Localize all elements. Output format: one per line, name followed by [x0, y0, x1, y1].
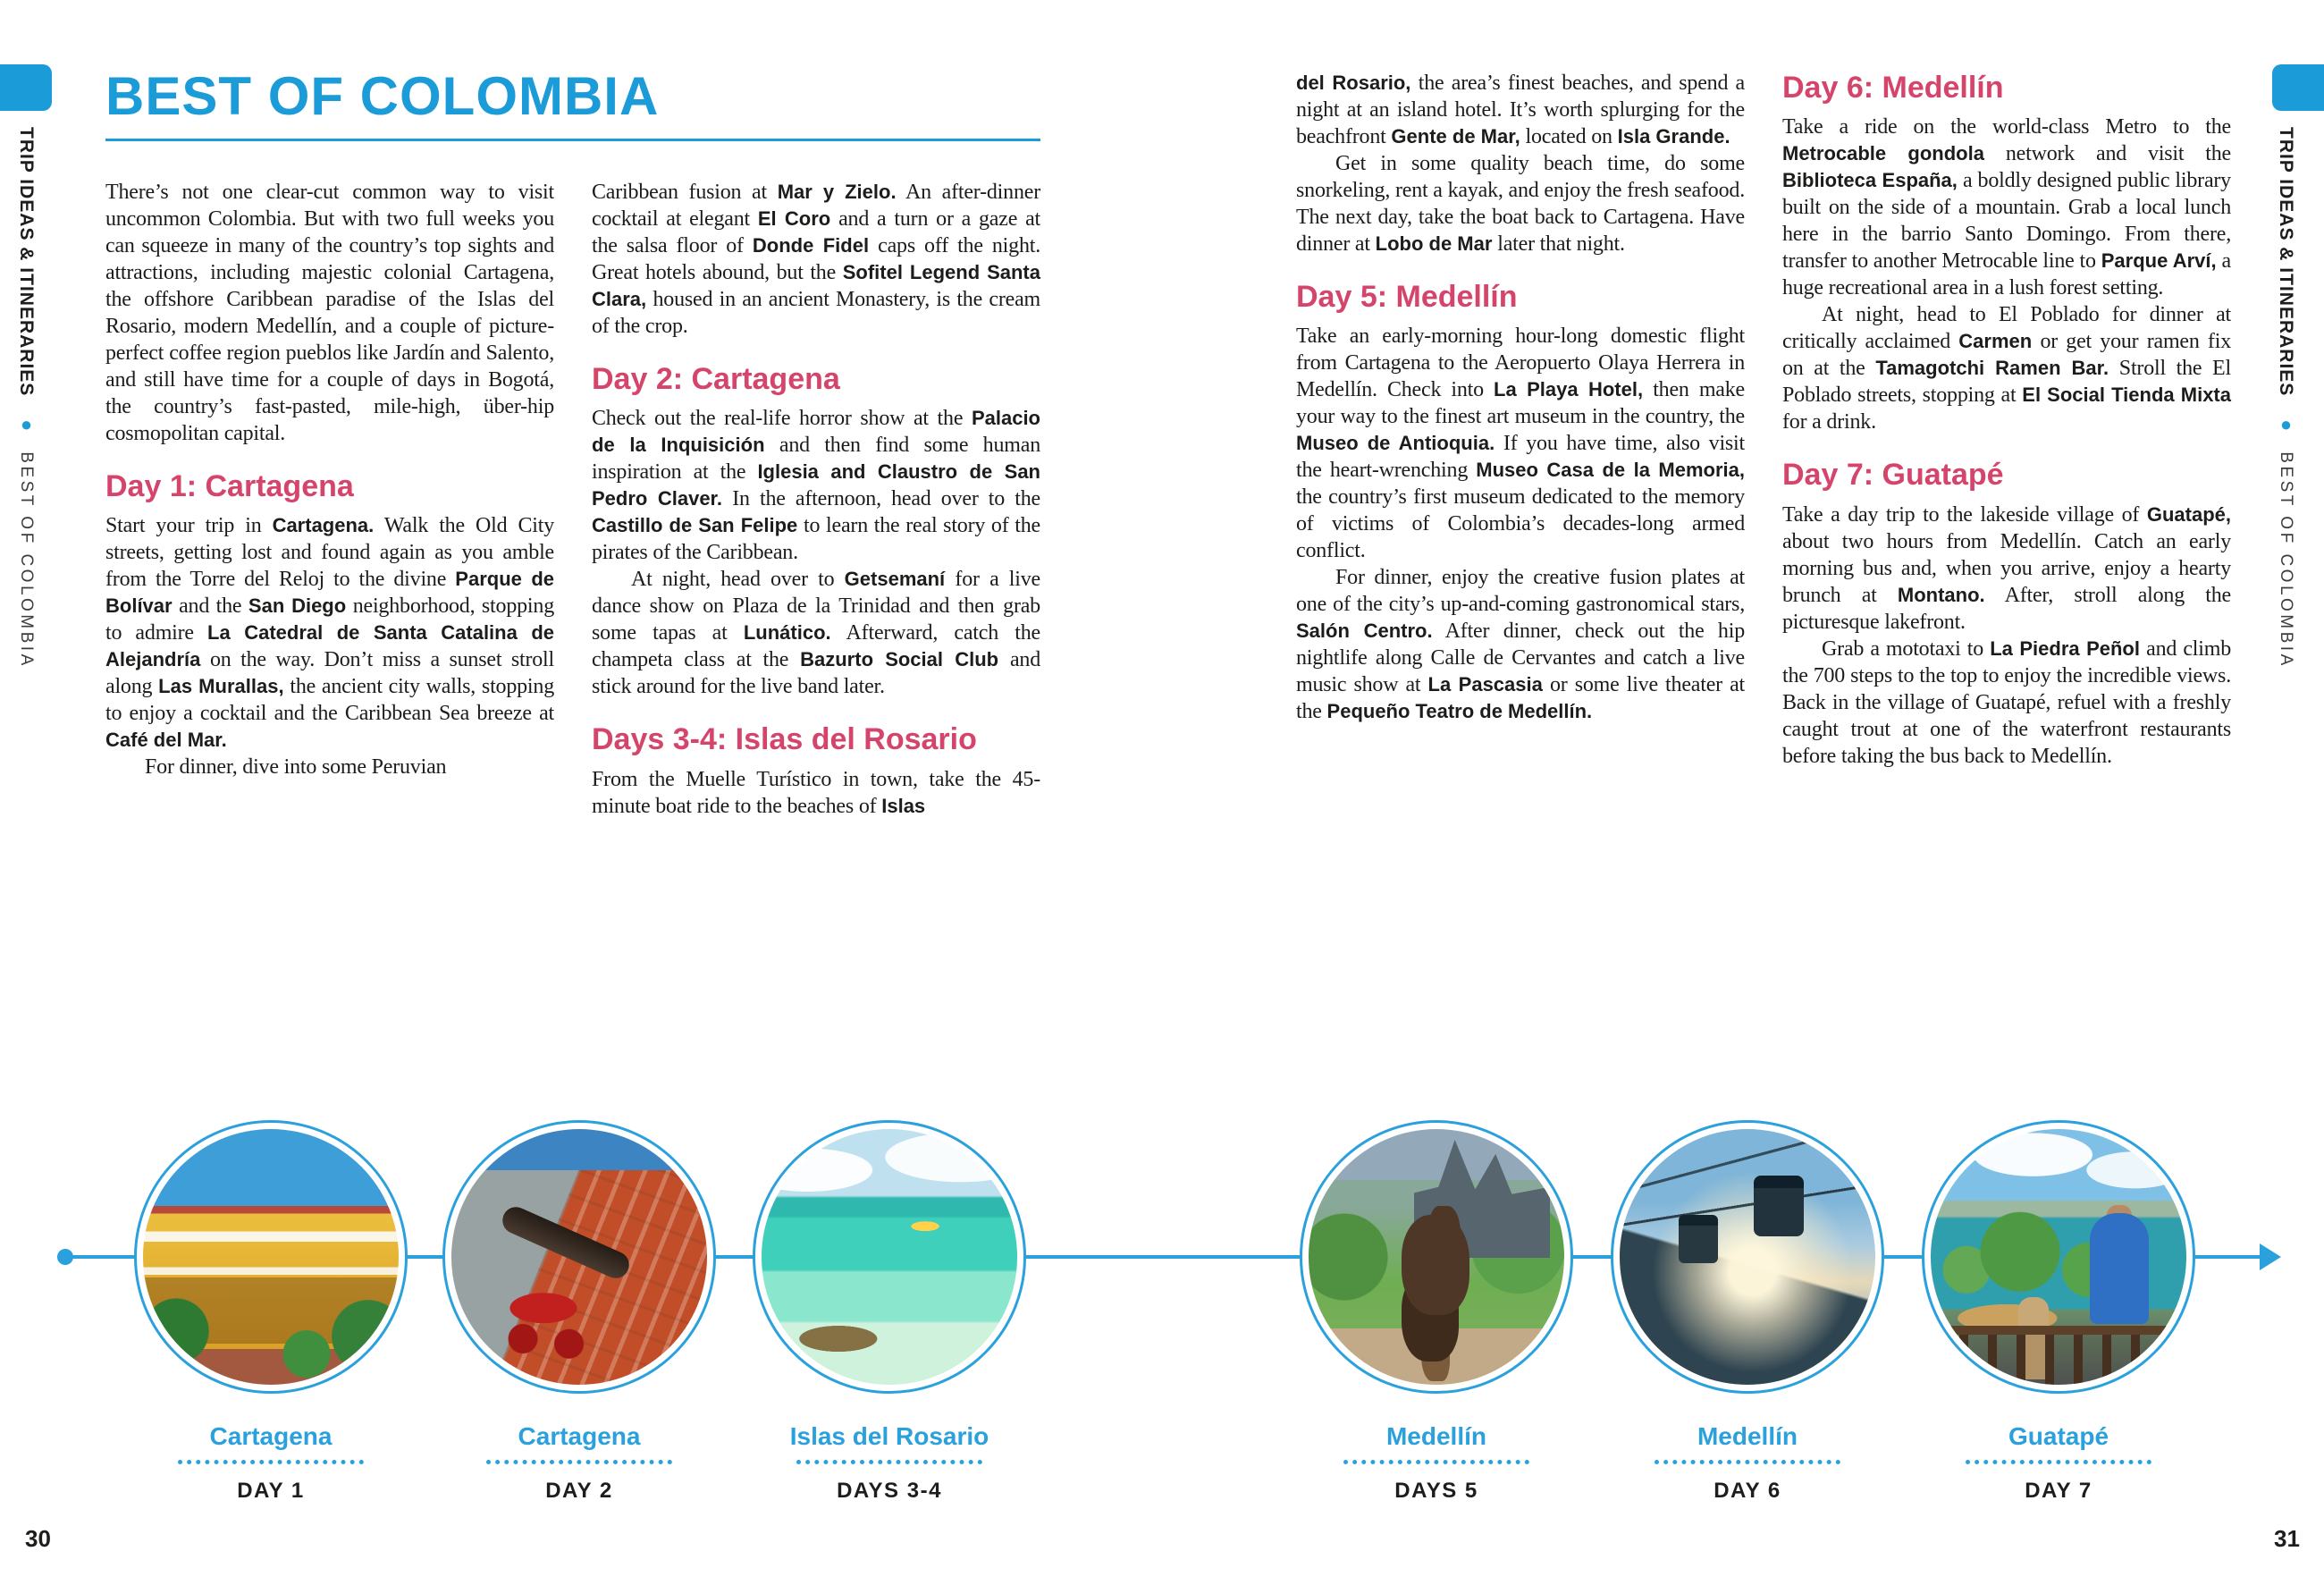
place-name: Carmen [1958, 330, 2033, 353]
day-heading: Day 7: Guatapé [1782, 458, 2004, 493]
place-name: Gente de Mar, [1391, 125, 1520, 148]
body-text: and a turn or a gaze at the salsa floor of [592, 207, 1040, 257]
body-text: In the afternoon, head over to the [722, 487, 1040, 511]
place-name: Café del Mar. [105, 729, 227, 752]
timeline-location-label: Islas del Rosario [789, 1422, 989, 1450]
body-paragraph [1782, 636, 2231, 770]
body-text: and then find some human inspiration at the [592, 434, 1040, 485]
body-text: housed in an ancient Monastery, is the cream of the crop. [592, 288, 1040, 338]
timeline-location-label: Cartagena [518, 1422, 641, 1450]
place-name: El Coro [757, 207, 831, 230]
place-name: Iglesia and Claustro de San Pedro Claver. [592, 460, 1040, 510]
chapter-tab-section: BEST OF COLOMBIA [17, 451, 36, 669]
body-paragraph [105, 754, 554, 780]
body-text: Afterward, catch the champeta class at the [592, 621, 1040, 672]
photo-ring [1300, 1120, 1573, 1394]
place-name: Getsemaní [844, 568, 946, 591]
body-text: then make your way to the finest art museum in the country, the [1296, 378, 1745, 429]
body-text: neighborhood, stopping to admire [105, 594, 554, 645]
place-name: Parque Arví, [2101, 249, 2217, 273]
body-paragraph [1296, 70, 1745, 150]
body-text: the country’s first museum dedicated to the memory of victims of Colombia’s decades-long armed conflict. [1296, 485, 1745, 563]
body-text: caps off the night. Great hotels abound, but the [592, 234, 1041, 284]
timeline-stop [110, 1120, 432, 1504]
day-heading: Day 1: Cartagena [105, 469, 354, 503]
text-column [592, 179, 1040, 820]
place-name: San Diego [248, 594, 347, 618]
body-text: Check out the real-life horror show at the [592, 407, 972, 431]
body-text: Take a day trip to the lakeside village of [1782, 502, 2147, 527]
body-text: the area’s finest beaches, and spend a night at an island hotel. It’s worth splurging for the beachfront [1296, 72, 1746, 148]
body-text: for a live dance show on Plaza de la Trinidad and then grab some tapas at [592, 568, 1040, 645]
place-name: Museo Casa de la Memoria, [1476, 459, 1745, 482]
body-text: After, stroll along the picturesque lakefront. [1782, 583, 2232, 634]
place-name: Museo de Antioquia. [1296, 432, 1495, 455]
day-heading: Days 3-4: Islas del Rosario [592, 722, 977, 757]
place-name: Parque de Bolívar [105, 568, 554, 618]
chapter-tab-title: TRIP IDEAS & ITINERARIES [16, 127, 37, 397]
place-name: Guatapé, [2146, 502, 2231, 526]
body-text: for a drink. [1782, 410, 1876, 434]
dotted-underline [1343, 1460, 1529, 1464]
place-name: La Playa Hotel, [1494, 378, 1644, 401]
body-text: There’s not one clear-cut common way to visit uncommon Colombia. But with two full weeks you can squeeze in many of the country’s top sights and attractions, including majestic colonial Cartagena, the offshore Caribbean paradise of the Islas del Rosario, modern Medellín, and a couple of picture-perfect coffee region pueblos like Jardín and Salento, and still have time for a couple of days in Bogotá, the country’s fast-pasted, mile-high, über-hip cosmopolitan capital. [105, 181, 554, 445]
place-name: Isla Grande. [1617, 125, 1730, 148]
timeline-stop [1898, 1120, 2219, 1504]
dotted-underline [178, 1460, 364, 1464]
place-name: Metrocable gondola [1782, 142, 1984, 165]
timeline-day-label: DAYS 3-4 [837, 1479, 942, 1503]
body-text: Stroll the El Poblado streets, stopping at [1782, 357, 2231, 408]
botero-statue-photo [1309, 1129, 1564, 1385]
body-text: For dinner, enjoy the creative fusion plates at one of the city’s up-and-coming gastronomical stars, [1296, 566, 1745, 617]
place-name: Las Murallas, [158, 675, 284, 698]
body-paragraph [1296, 323, 1745, 564]
dotted-underline [486, 1460, 672, 1464]
lake-viewpoint-photo [1931, 1129, 2186, 1385]
body-text: Get in some quality beach time, do some snorkeling, rent a kayak, and enjoy the fresh seafood. The next day, take the boat back to Cartagena. Have dinner at [1296, 152, 1745, 256]
timeline-stop [418, 1120, 740, 1504]
place-name: Donde Fidel [752, 234, 870, 257]
timeline-stop [1587, 1120, 1908, 1504]
text-column [1296, 70, 1745, 770]
body-text: the ancient city walls, stopping to enjoy a cocktail and the Caribbean Sea breeze at [105, 675, 555, 726]
body-paragraph [1296, 150, 1745, 257]
chapter-tab-square [0, 64, 52, 111]
body-text: and the [172, 594, 248, 619]
timeline-location-label: Cartagena [209, 1422, 333, 1450]
place-name: Lobo de Mar [1375, 232, 1493, 255]
body-text: later that night. [1492, 232, 1625, 256]
body-text: Take an early-morning hour-long domestic flight from Cartagena to the Aeropuerto Olaya Herrera in Medellín. Check into [1296, 325, 1745, 402]
place-name: La Pascasia [1427, 673, 1543, 696]
place-name: del Rosario, [1296, 72, 1411, 94]
place-name: Islas [881, 794, 926, 817]
body-paragraph [1296, 564, 1745, 725]
body-text: Walk the Old City streets, getting lost and found again as you amble from the Torre del Reloj to the divine [105, 514, 554, 592]
body-text: Take a ride on the world-class Metro to the [1782, 115, 2231, 139]
body-paragraph [105, 512, 554, 754]
chapter-tab-section: BEST OF COLOMBIA [2277, 451, 2295, 669]
photo-ring [442, 1120, 716, 1394]
body-text: or some live theater at the [1296, 673, 1745, 724]
place-name: Salón Centro. [1296, 620, 1433, 643]
photo-ring [753, 1120, 1026, 1394]
chapter-side-tab [14, 127, 38, 669]
body-paragraph [105, 179, 554, 447]
body-text: located on [1520, 125, 1618, 148]
timeline-location-label: Guatapé [2008, 1422, 2109, 1450]
timeline-day-label: DAY 2 [545, 1479, 613, 1503]
timeline-location-label: Medellín [1697, 1422, 1798, 1450]
timeline-location-label: Medellín [1385, 1422, 1486, 1450]
page-title: BEST OF COLOMBIA [105, 66, 660, 126]
day-heading: Day 6: Medellín [1782, 71, 2004, 105]
body-text: about two hours from Medellín. Catch an early morning bus and, when you arrive, enjoy a hearty brunch at [1782, 529, 2231, 607]
body-text: After dinner, check out the hip nightlife along Calle de Cervantes and catch a live music show at [1296, 620, 1745, 697]
timeline-stop [1276, 1120, 1597, 1504]
place-name: Biblioteca España, [1782, 169, 1958, 192]
right-page-columns [1296, 70, 2231, 770]
body-text: to learn the real story of the pirates of the Caribbean. [592, 514, 1041, 565]
page-number: 31 [2274, 1525, 2300, 1552]
title-block [105, 68, 1040, 141]
body-paragraph [1782, 301, 2231, 435]
chapter-side-tab [2274, 127, 2297, 669]
place-name: La Catedral de Santa Catalina de Alejandría [105, 621, 554, 671]
body-text: Start your trip in [105, 514, 273, 538]
place-name: La Piedra Peñol [1990, 637, 2140, 660]
place-name: Sofitel Legend Santa Clara, [592, 261, 1040, 310]
place-name: Bazurto Social Club [800, 648, 999, 671]
dotted-underline [1966, 1460, 2151, 1464]
left-page-columns [105, 179, 1040, 820]
body-text: At night, head over to [631, 568, 845, 592]
body-paragraph [592, 766, 1040, 820]
place-name: Pequeño Teatro de Medellín. [1326, 700, 1593, 723]
dotted-underline [1655, 1460, 1840, 1464]
body-text: For dinner, dive into some Peruvian [145, 755, 447, 780]
body-text: Grab a mototaxi to [1822, 637, 1991, 661]
body-paragraph [1782, 114, 2231, 301]
body-text: An after-dinner cocktail at elegant [592, 181, 1040, 231]
day-heading: Day 5: Medellín [1296, 280, 1518, 314]
itinerary-timeline [0, 1120, 2324, 1531]
body-text: a boldly designed public library built on the side of a mountain. Grab a local lunch here in the barrio Santo Domingo. From there, transfer to another Metrocable line to [1782, 169, 2231, 274]
timeline-day-label: DAY 6 [1714, 1479, 1781, 1503]
place-name: Montano. [1897, 583, 1985, 606]
body-text: a huge recreational area in a lush forest setting. [1782, 249, 2231, 300]
timeline-start-dot [57, 1249, 73, 1265]
day-heading: Day 2: Cartagena [592, 362, 840, 396]
body-paragraph [1782, 502, 2231, 636]
text-column [1782, 70, 2231, 770]
chapter-tab-title: TRIP IDEAS & ITINERARIES [2276, 127, 2296, 397]
fort-cannon-photo [451, 1129, 707, 1385]
body-text: If you have time, also visit the heart-wrenching [1296, 432, 1745, 483]
body-text: on the way. Don’t miss a sunset stroll along [105, 648, 554, 699]
bullet-separator-icon: ● [2275, 412, 2297, 435]
body-paragraph [592, 179, 1040, 340]
page-number: 30 [25, 1525, 51, 1552]
timeline-day-label: DAYS 5 [1394, 1479, 1478, 1503]
colonial-building-photo [143, 1129, 399, 1385]
place-name: El Social Tienda Mixta [2022, 384, 2231, 407]
body-text: or get your ramen fix on at the [1782, 330, 2231, 381]
timeline-arrow-icon [2260, 1244, 2281, 1270]
bullet-separator-icon: ● [15, 412, 38, 435]
photo-ring [1611, 1120, 1884, 1394]
title-underline [105, 139, 1040, 141]
place-name: Castillo de San Felipe [592, 514, 798, 537]
place-name: Tamagotchi Ramen Bar. [1875, 357, 2109, 380]
photo-ring [1922, 1120, 2195, 1394]
body-text: and stick around for the live band later. [592, 648, 1041, 699]
timeline-stop [728, 1120, 1050, 1504]
chapter-tab-square [2272, 64, 2324, 111]
body-text: At night, head to El Poblado for dinner at critically acclaimed [1782, 303, 2231, 354]
body-text: From the Muelle Turístico in town, take the 45-minute boat ride to the beaches of [592, 767, 1040, 818]
place-name: Cartagena. [272, 514, 375, 537]
dotted-underline [796, 1460, 982, 1464]
place-name: Palacio de la Inquisición [592, 407, 1040, 457]
place-name: Mar y Zielo. [777, 181, 897, 203]
body-text: Caribbean fusion at [592, 181, 778, 204]
timeline-day-label: DAY 1 [237, 1479, 305, 1503]
metrocable-photo [1620, 1129, 1875, 1385]
text-column [105, 179, 554, 820]
body-paragraph [592, 405, 1040, 566]
body-paragraph [592, 566, 1040, 700]
body-text: and climb the 700 steps to the top to enjoy the incredible views. Back in the village of Guatapé, refuel with a freshly caught trout at one of the waterfront restaurants before taking the bus back to Medellín. [1782, 637, 2232, 768]
timeline-day-label: DAY 7 [2025, 1479, 2092, 1503]
body-text: network and visit the [1983, 142, 2232, 166]
turquoise-sea-photo [762, 1129, 1017, 1385]
place-name: Lunático. [743, 621, 831, 645]
photo-ring [134, 1120, 408, 1394]
